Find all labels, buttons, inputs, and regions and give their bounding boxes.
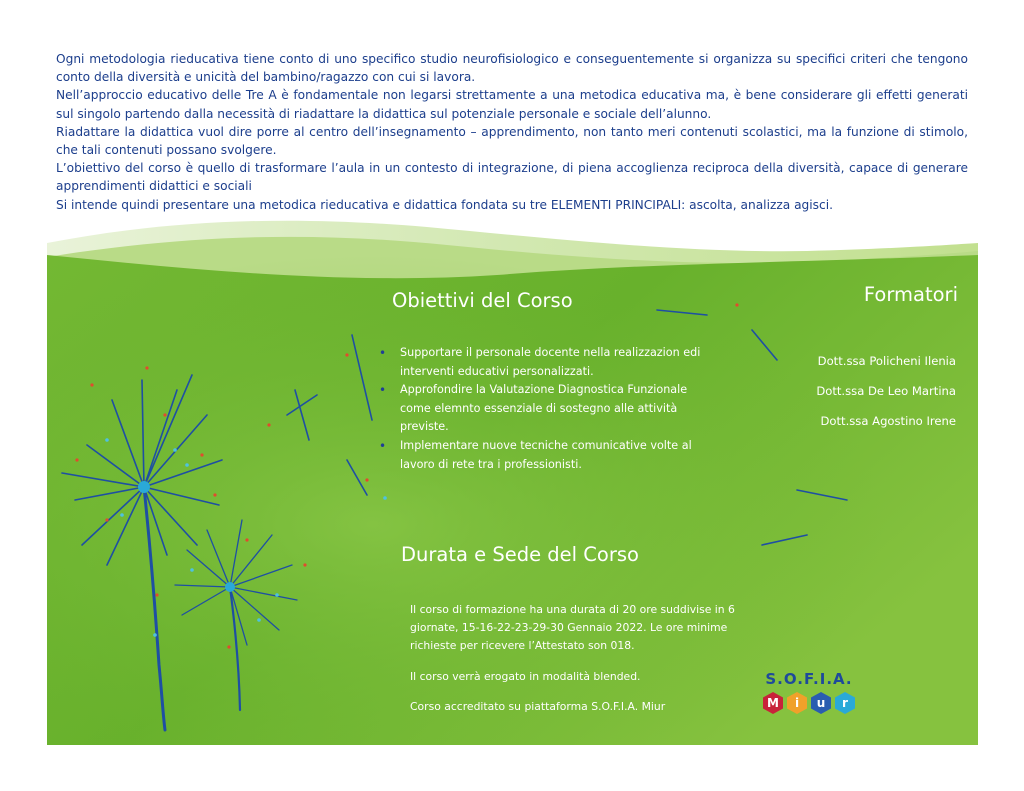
modality-text: Il corso verrà erogato in modalità blended. (410, 669, 641, 683)
duration-info (410, 601, 770, 728)
trainer-name: Dott.ssa De Leo Martina (816, 384, 956, 398)
trainers-title: Formatori (863, 283, 958, 306)
objective-item (379, 437, 719, 474)
intro-paragraph-5: Si intende quindi presentare una metodica rieducativa e didattica fondata su tre ELEMENTI PRINCIPALI: ascolta, analizza agisci. (56, 197, 833, 212)
duration-title: Durata e Sede del Corso (401, 543, 639, 566)
objective-item (379, 344, 719, 381)
bullet-icon: • (379, 438, 387, 453)
intro-paragraph-4: L’obiettivo del corso è quello di trasformare l’aula in un contesto di integrazione, di piena accoglienza reciproca della diversità, capace di generare apprendimenti didattici e sociali (56, 161, 968, 194)
logo-tile (834, 692, 856, 714)
logo-title: S.O.F.I.A. (765, 670, 853, 688)
logo-tiles (754, 692, 864, 714)
course-banner (47, 215, 978, 745)
objective-item (379, 381, 719, 437)
intro-paragraph-3: Riadattare la didattica vuol dire porre al centro dell’insegnamento – apprendimento, non tanto meri contenuti scolastici, ma la funzione di stimolo, che tali contenuti possano svolgere. (56, 124, 968, 158)
logo-tile (786, 692, 808, 714)
bullet-icon: • (379, 346, 387, 360)
accreditation-text: Corso accreditato su piattaforma S.O.F.I.A. Miur (410, 699, 666, 713)
intro-paragraph-1: Ogni metodologia rieducativa tiene conto di uno specifico studio neurofisiologico e conseguentemente si organizza su specifici criteri che tengono conto della diversità e unicità del bambino/ragazzo con cui si lavora. (56, 52, 968, 85)
trainers-list (816, 346, 956, 436)
objective-text: Implementare nuove tecniche comunicative volte al lavoro di rete tra i professionisti. (400, 438, 692, 471)
sofia-miur-logo (754, 670, 864, 714)
logo-letter: i (794, 696, 800, 710)
trainer-name: Dott.ssa Policheni Ilenia (817, 354, 956, 368)
logo-letter: M (767, 696, 779, 710)
objective-text: Supportare il personale docente nella realizzazion edi interventi educativi personalizzati. (400, 346, 701, 378)
intro-paragraph-2: Nell’approccio educativo delle Tre A è fondamentale non legarsi strettamente a una metodica educativa ma, è bene considerare gli effetti generati sul singolo partendo dalla necessità di riadattare la didattica sul potenziale personale e sociale dell’alunno. (56, 88, 968, 121)
intro-text (56, 50, 968, 214)
duration-text: Il corso di formazione ha una durata di 20 ore suddivise in 6 giornate, 15-16-22-23-29-30 Gennaio 2022. Le ore minime richieste per ricevere l’Attestato son 018. (410, 603, 735, 653)
logo-letter: r (842, 696, 848, 710)
logo-tile (810, 692, 832, 714)
objectives-list (379, 344, 719, 474)
logo-tile (762, 692, 784, 714)
bullet-icon: • (379, 383, 387, 398)
objectives-title: Obiettivi del Corso (392, 289, 573, 312)
trainer-name: Dott.ssa Agostino Irene (820, 414, 956, 428)
objective-text: Approfondire la Valutazione Diagnostica Funzionale come elemnto essenziale di sostegno alle attività previste. (400, 383, 688, 434)
logo-letter: u (816, 696, 826, 710)
